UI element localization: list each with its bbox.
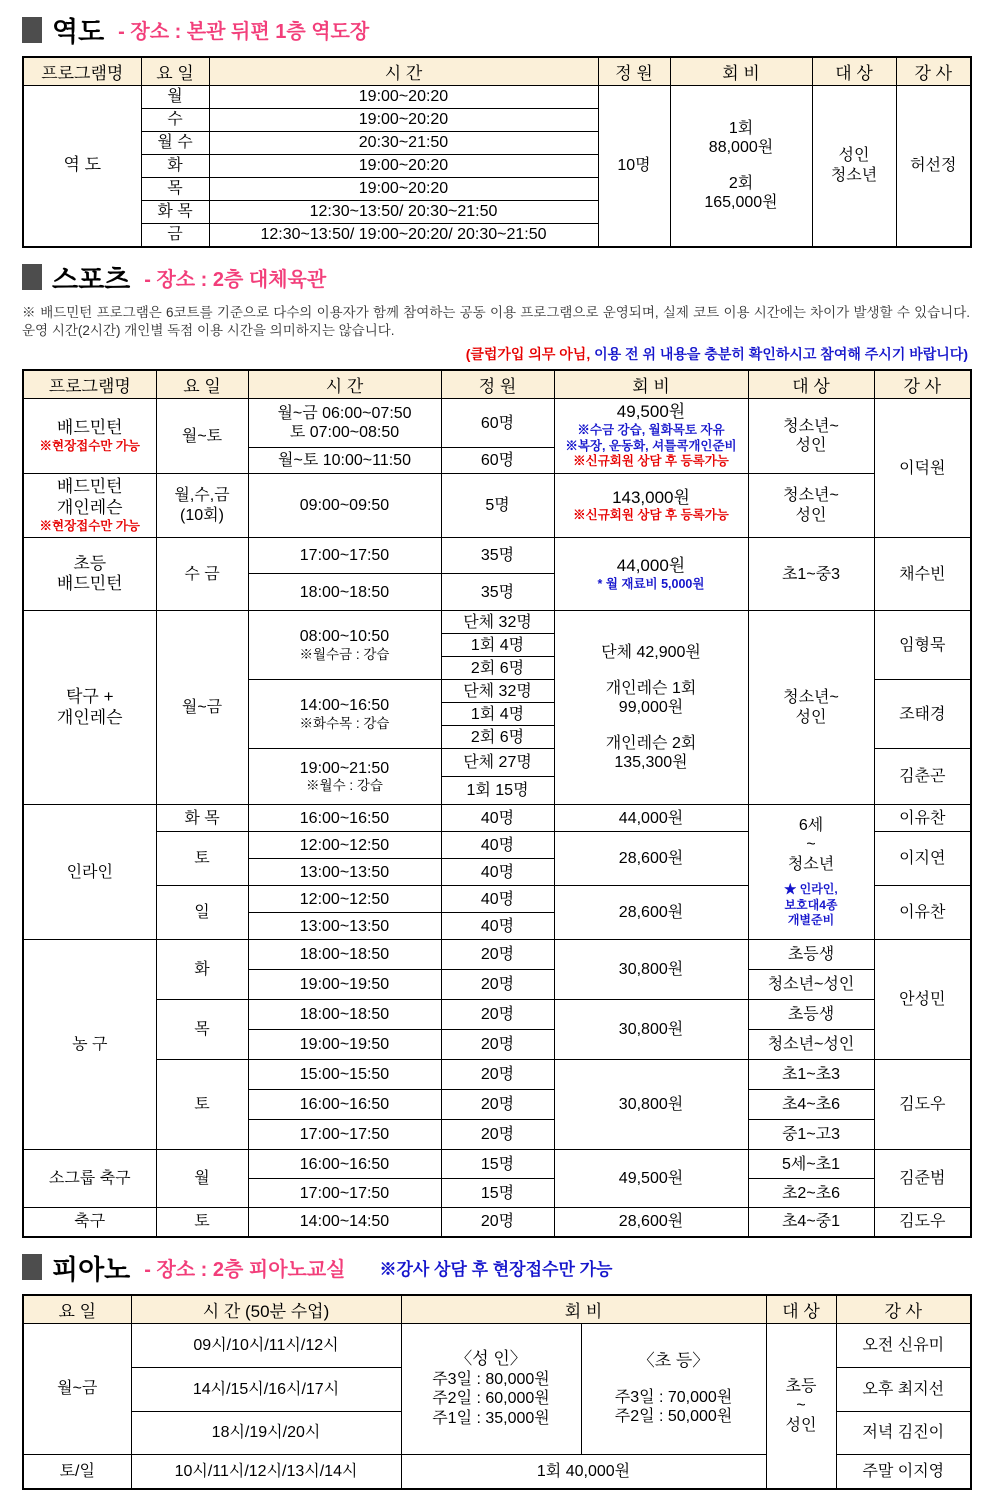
program-cell: 역 도 [23, 86, 141, 247]
fee-note: ※복장, 운동화, 셔틀콕개인준비 [565, 438, 737, 453]
fee-note: ※신규회원 상담 후 등록가능 [573, 454, 729, 469]
target-line: 청소년 [830, 166, 878, 184]
program-cell: 소그룹 축구 [23, 1150, 156, 1208]
target-cell: 초1~중3 [748, 538, 874, 611]
capacity-cell: 20명 [441, 1208, 554, 1237]
target-line: ~ [796, 1397, 806, 1415]
time-line: 19:00~21:50 [299, 759, 390, 777]
target-cell [748, 805, 874, 940]
program-name: 개인레슨 [56, 707, 123, 727]
target-line: 성인 [785, 1416, 817, 1434]
target-cell: 청소년~성인 [748, 1030, 874, 1060]
piano-weekday-row [23, 1323, 971, 1367]
time-cell [248, 749, 441, 805]
time-cell: 15:00~15:50 [248, 1060, 441, 1090]
time-cell: 19:00~20:20 [209, 86, 598, 109]
section-name: 스포츠 [52, 264, 131, 295]
day-cell: 월~금 [23, 1323, 131, 1454]
day-cell: 화 [156, 940, 248, 1000]
section-bullet-icon [22, 1254, 42, 1280]
target-cell: 초4~초6 [748, 1090, 874, 1120]
day-cell: 토 [156, 1208, 248, 1237]
target-line: 청소년~ [783, 689, 839, 707]
time-cell: 17:00~17:50 [248, 538, 441, 574]
fee-amount: 44,000원 [616, 556, 686, 576]
time-cell: 18:00~18:50 [248, 1000, 441, 1030]
target-note [752, 882, 871, 929]
fee-line: 165,000원 [704, 194, 778, 212]
day-line: 월,수,금 [174, 487, 230, 505]
instructor-cell: 채수빈 [874, 538, 971, 611]
target-cell: 초4~중1 [748, 1208, 874, 1237]
inline-row [23, 805, 971, 832]
piano-table [22, 1294, 972, 1491]
fee-line: 주3일 : 70,000원 [614, 1388, 733, 1406]
fee-note: ※수금 강습, 월화목토 자유 [577, 423, 725, 438]
program-cell: 축구 [23, 1208, 156, 1237]
header-instructor: 강 사 [874, 370, 971, 399]
day-cell: 수 금 [156, 538, 248, 611]
program-name: 배드민턴 [56, 477, 123, 497]
capacity-cell: 1회 15명 [441, 777, 554, 805]
header-target: 대 상 [748, 370, 874, 399]
header-instructor: 강 사 [896, 57, 971, 86]
program-note: ※현장접수만 가능 [39, 518, 140, 533]
capacity-cell: 20명 [441, 1120, 554, 1150]
time-cell: 18:00~18:50 [248, 940, 441, 970]
time-note: ※월수금 : 강습 [299, 646, 390, 662]
club-join-note-blue: 이용 전 위 내용을 충분히 확인하시고 참여해 주시기 바랍니다) [594, 346, 968, 363]
instructor-cell: 오후 최지선 [836, 1367, 971, 1411]
fee-line: 주2일 : 50,000원 [614, 1408, 733, 1426]
target-line: 성인 [795, 506, 827, 524]
program-name: 개인레슨 [56, 497, 123, 517]
header-target: 대 상 [766, 1295, 836, 1324]
target-line: ~ [806, 836, 816, 854]
header-capacity: 정 원 [598, 57, 670, 86]
fee-amount: 49,500원 [616, 402, 686, 422]
fee-cell [554, 399, 748, 474]
target-note-line: 보호대4종 [784, 897, 838, 912]
time-cell: 18:00~18:50 [248, 574, 441, 611]
time-cell: 18시/19시/20시 [131, 1411, 401, 1454]
day-cell: 월 [156, 1150, 248, 1208]
fee-group-title: 〈성 인〉 [455, 1349, 527, 1369]
fee-cell [670, 86, 812, 247]
day-cell: 목 [156, 1000, 248, 1060]
instructor-cell: 이유찬 [874, 886, 971, 940]
capacity-cell: 40명 [441, 805, 554, 832]
capacity-cell: 단체 32명 [441, 680, 554, 703]
small-group-soccer-row [23, 1150, 971, 1179]
yeokdo-section-title [22, 10, 970, 49]
fee-cell: 30,800원 [554, 1060, 748, 1150]
capacity-cell: 2회 6명 [441, 726, 554, 749]
section-location: - 장소 : 2층 피아노교실 [144, 1258, 346, 1281]
time-cell: 19:00~19:50 [248, 970, 441, 1000]
fee-cell: 1회 40,000원 [401, 1454, 766, 1489]
fee-cell [554, 474, 748, 538]
target-cell: 5세~초1 [748, 1150, 874, 1179]
target-cell: 초2~초6 [748, 1179, 874, 1208]
fee-line: 주2일 : 60,000원 [432, 1390, 550, 1408]
header-day: 요 일 [23, 1295, 131, 1324]
program-cell [23, 399, 156, 474]
fee-note: * 월 재료비 5,000원 [597, 576, 705, 591]
basketball-row [23, 1000, 971, 1030]
time-line: 14:00~16:50 [299, 697, 390, 715]
club-join-note-red: (클럽가입 의무 아님, [465, 346, 591, 363]
capacity-cell: 15명 [441, 1150, 554, 1179]
program-name: 배드민턴 [56, 418, 123, 438]
day-cell [156, 474, 248, 538]
header-program: 프로그램명 [23, 370, 156, 399]
instructor-cell: 이덕원 [874, 399, 971, 538]
header-fee: 회 비 [554, 370, 748, 399]
time-cell: 12:00~12:50 [248, 832, 441, 859]
capacity-cell: 35명 [441, 574, 554, 611]
time-line: 월~금 06:00~07:50 [277, 404, 412, 422]
time-cell: 19:00~19:50 [248, 1030, 441, 1060]
target-note-line: ★ 인라인, [784, 882, 838, 897]
soccer-row [23, 1208, 971, 1237]
time-cell: 16:00~16:50 [248, 1090, 441, 1120]
fee-group-title: 〈초 등〉 [637, 1350, 710, 1370]
program-cell: 농 구 [23, 940, 156, 1150]
day-cell: 화 [141, 155, 209, 178]
time-cell: 19:00~20:20 [209, 155, 598, 178]
fee-cell [554, 611, 748, 805]
time-cell [248, 611, 441, 680]
badminton-lesson-row [23, 474, 971, 538]
section-bullet-icon [22, 17, 42, 43]
yeokdo-header-row [23, 57, 971, 86]
time-cell: 16:00~16:50 [248, 805, 441, 832]
yeokdo-table [22, 56, 972, 248]
section-location: - 장소 : 본관 뒤편 1층 역도장 [118, 21, 370, 43]
target-cell: 초등생 [748, 940, 874, 970]
capacity-cell: 60명 [441, 399, 554, 448]
time-note: ※월수 : 강습 [306, 778, 383, 794]
header-instructor: 강 사 [836, 1295, 971, 1324]
fee-line: 주3일 : 80,000원 [432, 1370, 550, 1388]
time-cell: 16:00~16:50 [248, 1150, 441, 1179]
target-cell [766, 1323, 836, 1489]
instructor-cell: 허선정 [896, 86, 971, 247]
target-cell [748, 399, 874, 474]
time-note: ※화수목 : 강습 [299, 715, 390, 731]
target-line: 청소년 [787, 855, 835, 873]
capacity-cell: 40명 [441, 832, 554, 859]
header-target: 대 상 [812, 57, 896, 86]
instructor-cell: 김도우 [874, 1060, 971, 1150]
instructor-cell: 이지연 [874, 832, 971, 886]
target-line: 성인 [795, 437, 827, 455]
header-time: 시 간 [248, 370, 441, 399]
header-day: 요 일 [141, 57, 209, 86]
day-cell: 금 [141, 224, 209, 247]
section-location: - 장소 : 2층 대체육관 [144, 268, 327, 291]
fee-adult-cell [401, 1323, 581, 1454]
elem-badminton-row-1 [23, 538, 971, 574]
target-line: 청소년~ [783, 417, 839, 435]
header-capacity: 정 원 [441, 370, 554, 399]
capacity-cell: 20명 [441, 1030, 554, 1060]
day-cell: 토 [156, 1060, 248, 1150]
day-line: (10회) [180, 506, 224, 524]
fee-line: 주1일 : 35,000원 [432, 1409, 550, 1427]
time-cell: 20:30~21:50 [209, 132, 598, 155]
capacity-cell: 20명 [441, 940, 554, 970]
capacity-cell: 5명 [441, 474, 554, 538]
fee-line: 135,300원 [614, 754, 688, 772]
fee-line: 2회 [728, 174, 754, 192]
instructor-cell: 이유찬 [874, 805, 971, 832]
fee-cell: 44,000원 [554, 805, 748, 832]
capacity-cell: 35명 [441, 538, 554, 574]
time-cell: 13:00~13:50 [248, 913, 441, 940]
fee-cell: 28,600원 [554, 1208, 748, 1237]
target-cell: 청소년~성인 [748, 970, 874, 1000]
table-tennis-row [23, 611, 971, 634]
day-cell: 일 [156, 886, 248, 940]
time-cell: 19:00~20:20 [209, 178, 598, 201]
target-line: 성인 [795, 708, 827, 726]
day-cell: 월 [141, 86, 209, 109]
program-cell [23, 538, 156, 611]
section-name: 피아노 [52, 1254, 131, 1285]
instructor-cell: 안성민 [874, 940, 971, 1060]
time-cell: 12:30~13:50/ 19:00~20:20/ 20:30~21:50 [209, 224, 598, 247]
fee-cell: 28,600원 [554, 832, 748, 886]
capacity-cell: 40명 [441, 913, 554, 940]
time-cell: 14시/15시/16시/17시 [131, 1367, 401, 1411]
time-cell [248, 680, 441, 749]
day-cell: 화 목 [141, 201, 209, 224]
target-line: 초등 [785, 1377, 817, 1395]
time-cell: 09:00~09:50 [248, 474, 441, 538]
program-name: 초등 [73, 553, 107, 573]
day-cell: 월~금 [156, 611, 248, 805]
piano-header-row [23, 1295, 971, 1324]
program-cell [23, 474, 156, 538]
target-line: 성인 [838, 147, 870, 165]
sports-header-row [23, 370, 971, 399]
target-cell [812, 86, 896, 247]
instructor-cell: 오전 신유미 [836, 1323, 971, 1367]
time-cell: 월~토 10:00~11:50 [248, 448, 441, 474]
target-cell [748, 474, 874, 538]
day-cell: 수 [141, 109, 209, 132]
fee-cell: 49,500원 [554, 1150, 748, 1208]
instructor-cell: 김춘곤 [874, 749, 971, 805]
header-fee: 회 비 [401, 1295, 766, 1324]
fee-line: 단체 42,900원 [601, 644, 701, 661]
day-cell: 토 [156, 832, 248, 886]
capacity-cell: 15명 [441, 1179, 554, 1208]
section-name: 역도 [52, 17, 105, 47]
capacity-cell: 60명 [441, 448, 554, 474]
time-cell: 17:00~17:50 [248, 1179, 441, 1208]
day-cell: 토/일 [23, 1454, 131, 1489]
badminton-row-1 [23, 399, 971, 448]
fee-cell: 28,600원 [554, 886, 748, 940]
fee-amount: 143,000원 [612, 487, 690, 507]
capacity-cell: 단체 32명 [441, 611, 554, 634]
sports-table [22, 369, 972, 1238]
capacity-cell: 40명 [441, 886, 554, 913]
program-name: 배드민턴 [56, 574, 123, 594]
capacity-cell: 단체 27명 [441, 749, 554, 777]
capacity-cell: 1회 4명 [441, 703, 554, 726]
header-program: 프로그램명 [23, 57, 141, 86]
day-cell: 화 목 [156, 805, 248, 832]
program-name: 탁구 + [66, 687, 114, 707]
target-line: 6세 [798, 816, 824, 834]
target-cell: 중1~고3 [748, 1120, 874, 1150]
header-fee: 회 비 [670, 57, 812, 86]
time-cell [248, 399, 441, 448]
time-cell: 17:00~17:50 [248, 1120, 441, 1150]
capacity-cell: 1회 4명 [441, 634, 554, 657]
target-line: 청소년~ [783, 487, 839, 505]
club-join-note [22, 344, 968, 364]
fee-line: 1회 [728, 119, 754, 137]
time-line: 08:00~10:50 [299, 628, 390, 646]
fee-cell: 30,800원 [554, 940, 748, 1000]
fee-cell: 30,800원 [554, 1000, 748, 1060]
target-cell: 초1~초3 [748, 1060, 874, 1090]
time-line: 토 07:00~08:50 [289, 424, 400, 442]
capacity-cell: 20명 [441, 1090, 554, 1120]
basketball-row [23, 1060, 971, 1090]
instructor-cell: 주말 이지영 [836, 1454, 971, 1489]
time-cell: 12:30~13:50/ 20:30~21:50 [209, 201, 598, 224]
capacity-cell: 20명 [441, 1000, 554, 1030]
day-cell: 목 [141, 178, 209, 201]
piano-section-title [22, 1248, 970, 1287]
day-cell: 월~토 [156, 399, 248, 474]
fee-line: 개인레슨 2회 [605, 734, 697, 752]
target-cell [748, 611, 874, 805]
time-cell: 14:00~14:50 [248, 1208, 441, 1237]
instructor-cell: 조태경 [874, 680, 971, 749]
program-note: ※현장접수만 가능 [39, 438, 140, 453]
program-cell: 인라인 [23, 805, 156, 940]
day-cell: 월 수 [141, 132, 209, 155]
instructor-cell: 저녁 김진이 [836, 1411, 971, 1454]
header-day: 요 일 [156, 370, 248, 399]
table-row [23, 86, 971, 109]
piano-registration-note: ※강사 상담 후 현장접수만 가능 [379, 1259, 613, 1279]
target-cell: 초등생 [748, 1000, 874, 1030]
section-bullet-icon [22, 264, 42, 290]
instructor-cell: 김도우 [874, 1208, 971, 1237]
header-time: 시 간 (50분 수업) [131, 1295, 401, 1324]
fee-elementary-cell [581, 1323, 766, 1454]
fee-line: 88,000원 [708, 139, 774, 157]
fee-note: ※신규회원 상담 후 등록가능 [573, 508, 729, 523]
time-cell: 13:00~13:50 [248, 859, 441, 886]
fee-line: 개인레슨 1회 [605, 679, 697, 697]
program-cell [23, 611, 156, 805]
time-cell: 12:00~12:50 [248, 886, 441, 913]
time-cell: 10시/11시/12시/13시/14시 [131, 1454, 401, 1489]
capacity-cell: 40명 [441, 859, 554, 886]
sports-section-title [22, 258, 970, 297]
badminton-usage-note: ※ 배드민턴 프로그램은 6코트를 기준으로 다수의 이용자가 함께 참여하는 공동 이용 프로그램으로 운영되며, 실제 코트 이용 시간에는 차이가 발생할 수 있습니다. 운영 시간(2시간) 개인별 독점 이용 시간을 의미하지는 않습니다. [22, 304, 970, 339]
capacity-cell: 2회 6명 [441, 657, 554, 680]
basketball-row [23, 940, 971, 970]
time-cell: 09시/10시/11시/12시 [131, 1323, 401, 1367]
instructor-cell: 김준범 [874, 1150, 971, 1208]
time-cell: 19:00~20:20 [209, 109, 598, 132]
fee-cell [554, 538, 748, 611]
target-note-line: 개별준비 [787, 913, 835, 928]
fee-line: 99,000원 [618, 699, 684, 717]
capacity-cell: 20명 [441, 970, 554, 1000]
capacity-cell: 10명 [598, 86, 670, 247]
header-time: 시 간 [209, 57, 598, 86]
instructor-cell: 임형묵 [874, 611, 971, 680]
capacity-cell: 20명 [441, 1060, 554, 1090]
